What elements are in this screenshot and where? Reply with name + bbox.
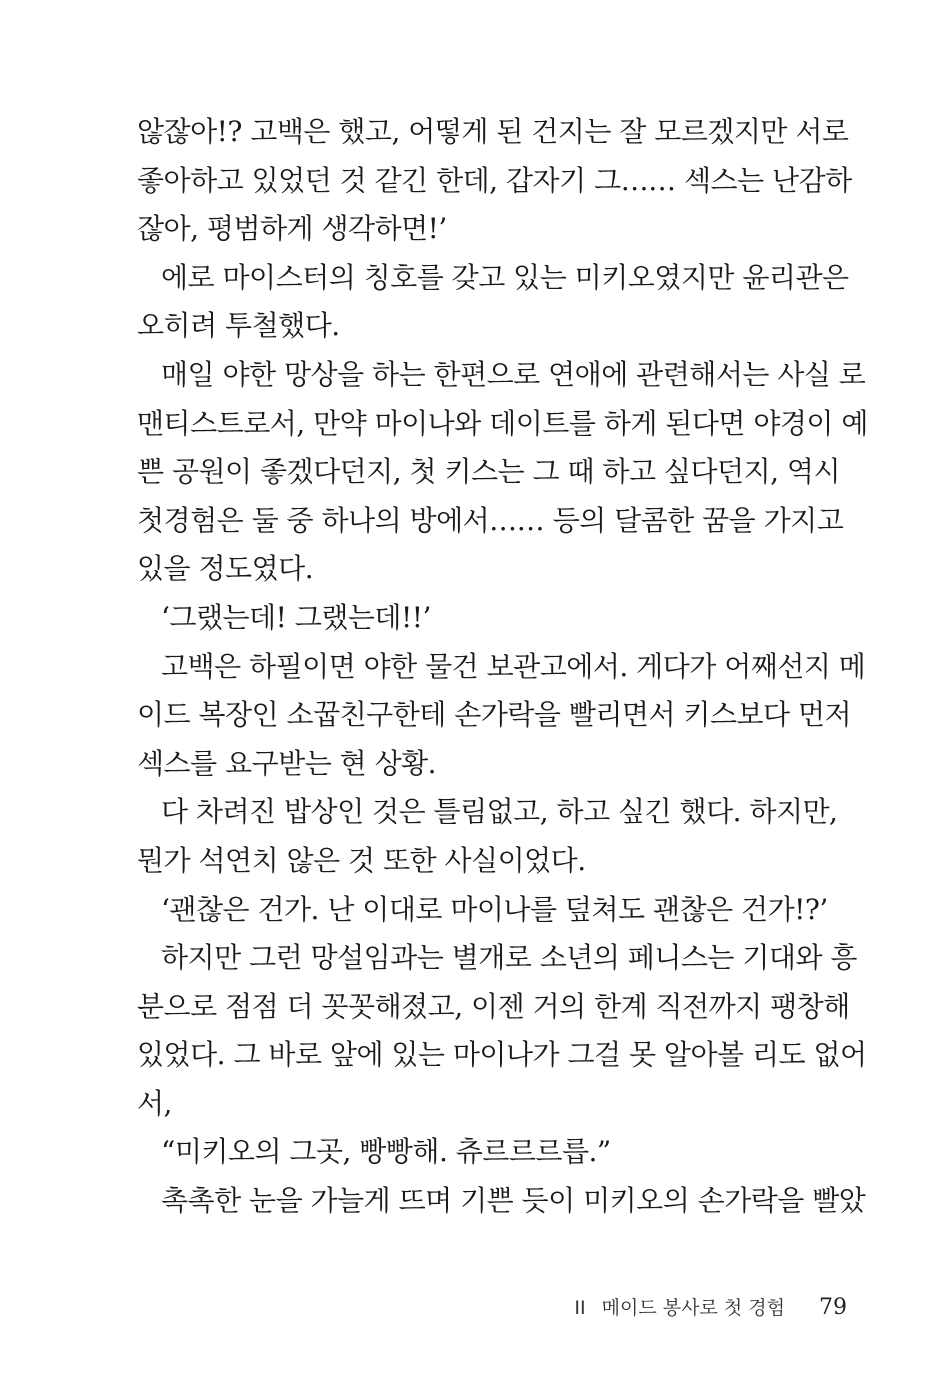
text-line: 뭔가 석연치 않은 것 또한 사실이었다. [137,843,586,877]
text-line: 서, [137,1086,172,1120]
text-line: ‘괜찮은 건가. 난 이대로 마이나를 덮쳐도 괜찮은 건가!?’ [161,892,828,926]
text-line: 오히려 투철했다. [137,309,340,343]
text-line: 좋아하고 있었던 것 같긴 한데, 갑자기 그…… 섹스는 난감하 [137,163,852,197]
text-line: 쁜 공원이 좋겠다던지, 첫 키스는 그 때 하고 싶다던지, 역시 [137,455,841,489]
text-line: 고백은 하필이면 야한 물건 보관고에서. 게다가 어째선지 메 [161,649,866,683]
text-line: 첫경험은 둘 중 하나의 방에서…… 등의 달콤한 꿈을 가지고 [137,503,844,537]
text-line: 않잖아!? 고백은 했고, 어떻게 된 건지는 잘 모르겠지만 서로 [137,115,849,148]
text-line: 섹스를 요구받는 현 상황. [137,746,437,780]
text-line: “미키오의 그곳, 빵빵해. 츄르르르릅.” [161,1135,611,1169]
text-line: 분으로 점점 더 꼿꼿해졌고, 이젠 거의 한계 직전까지 팽창해 [137,989,850,1023]
page-footer [574,1292,847,1324]
chapter-number: II [574,1297,586,1319]
text-line: 잖아, 평범하게 생각하면!’ [137,212,447,246]
text-line: 이드 복장인 소꿉친구한테 손가락을 빨리면서 키스보다 먼저 [137,698,852,732]
text-line: 있을 정도였다. [137,552,314,586]
text-line: 맨티스트로서, 만약 마이나와 데이트를 하게 된다면 야경이 예 [137,406,868,440]
text-line: 있었다. 그 바로 앞에 있는 마이나가 그걸 못 알아볼 리도 없어 [137,1038,867,1072]
page-number: 79 [819,1295,847,1320]
text-line: ‘그랬는데! 그랬는데!!’ [161,600,431,634]
text-line: 촉촉한 눈을 가늘게 뜨며 기쁜 듯이 미키오의 손가락을 빨았 [161,1184,866,1218]
text-line: 다 차려진 밥상인 것은 틀림없고, 하고 싶긴 했다. 하지만, [161,795,838,829]
chapter-title: 메이드 봉사로 첫 경험 [601,1297,785,1319]
body-text [137,108,868,1226]
text-line: 에로 마이스터의 칭호를 갖고 있는 미키오였지만 윤리관은 [161,260,849,294]
text-line: 하지만 그런 망설임과는 별개로 소년의 페니스는 기대와 흥 [161,941,857,975]
text-line: 매일 야한 망상을 하는 한편으로 연애에 관련해서는 사실 로 [161,357,866,391]
